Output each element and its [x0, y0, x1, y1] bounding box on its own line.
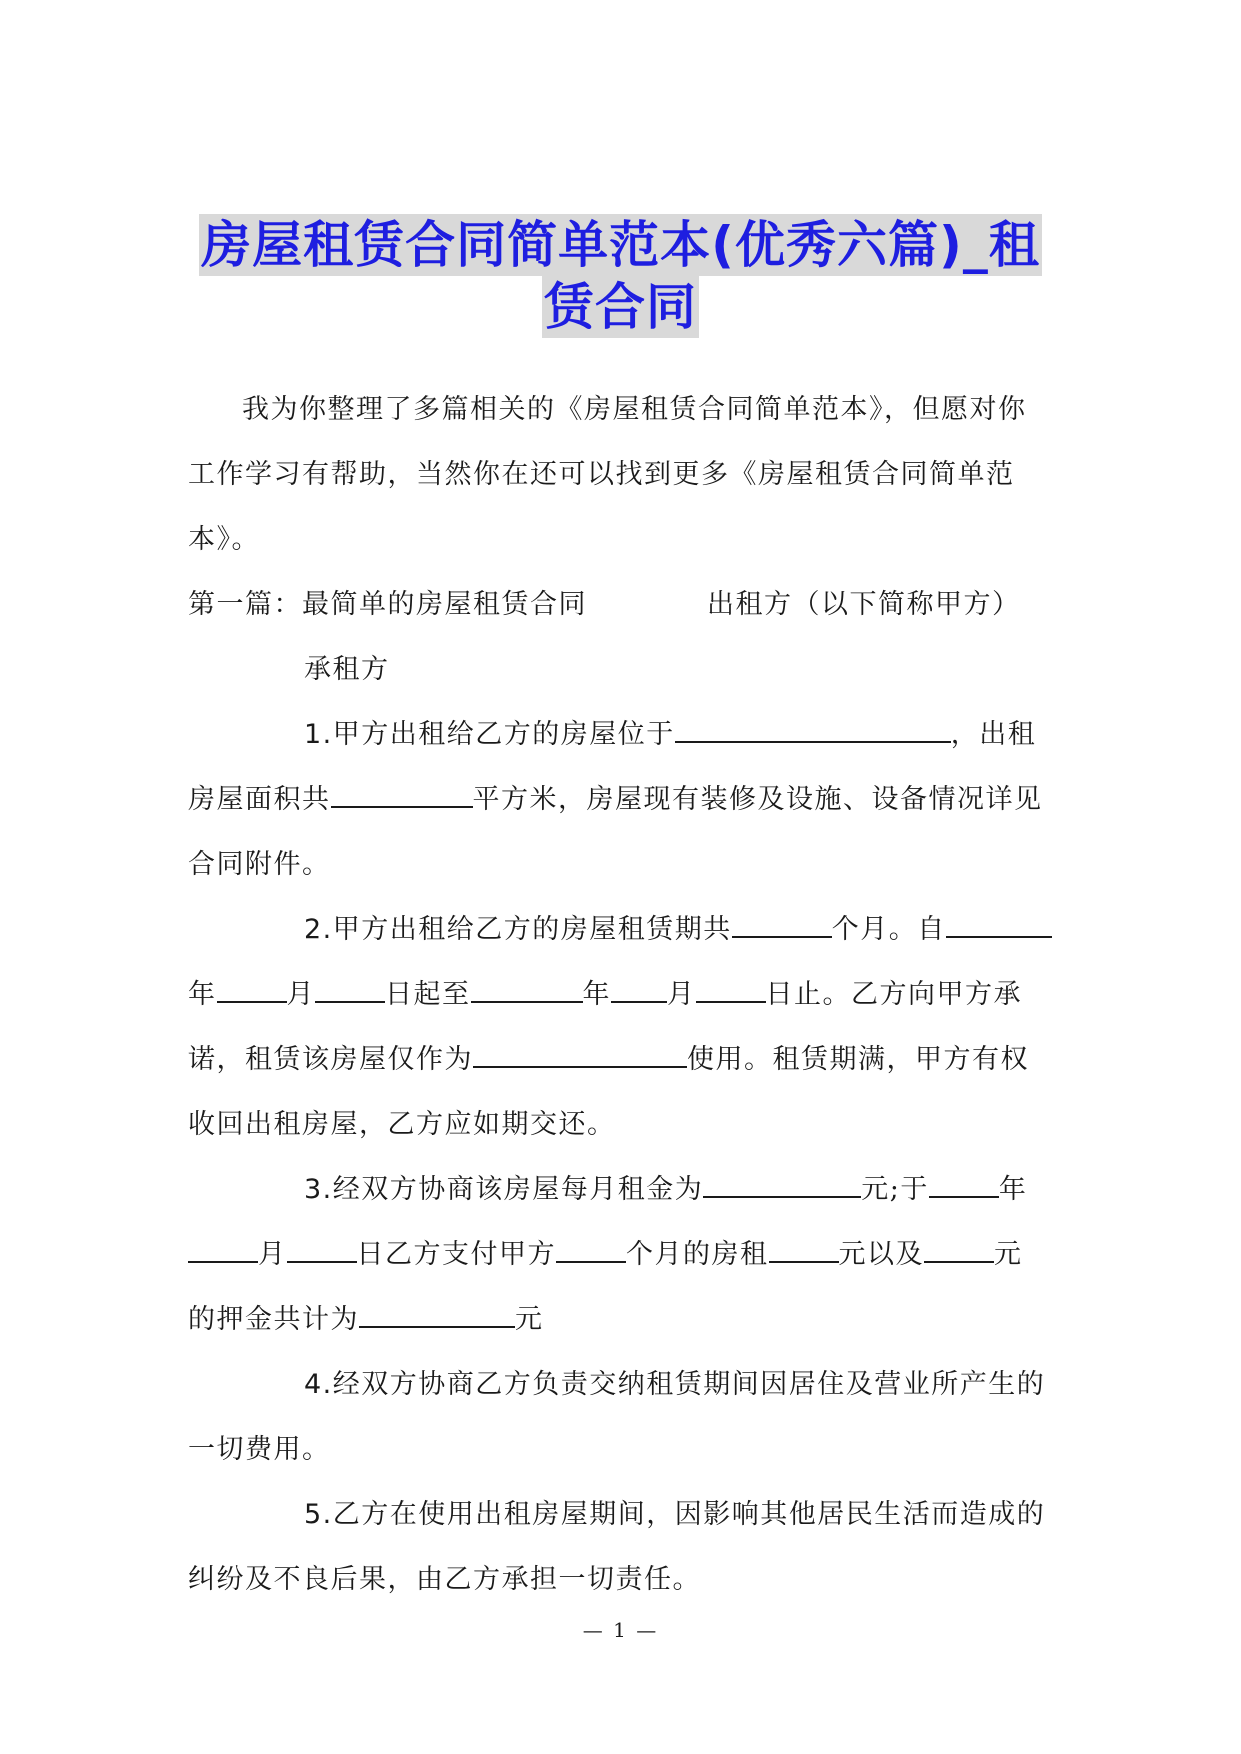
- clause-3-line-2: 月 日乙方支付甲方 个月的房租 元以及 元: [188, 1222, 1058, 1287]
- intro-line-3: 本》。: [188, 524, 260, 555]
- intro-line-1: 我为你整理了多篇相关的《房屋租赁合同简单范本》，但愿对你: [242, 394, 1027, 425]
- intro-line-2: 工作学习有帮助，当然你在还可以找到更多《房屋租赁合同简单范: [188, 459, 1015, 490]
- lessor-label: 出租方（以下简称甲方）: [707, 589, 1021, 620]
- lessee-label: 承租方: [304, 654, 390, 685]
- clause-1-line-3: 合同附件。: [188, 849, 331, 880]
- title-line-2: 赁合同: [544, 278, 697, 336]
- clause-5-line-1: 5.乙方在使用出租房屋期间，因影响其他居民生活而造成的: [304, 1499, 1046, 1530]
- blank-field[interactable]: [188, 1237, 258, 1263]
- blank-field[interactable]: [769, 1237, 839, 1263]
- section-heading: 第一篇：最简单的房屋租赁合同: [188, 589, 587, 620]
- blank-field[interactable]: [929, 1172, 999, 1198]
- clause-4-line-2: 一切费用。: [188, 1434, 331, 1465]
- blank-field[interactable]: [946, 912, 1052, 938]
- clause-4-line-1: 4.经双方协商乙方负责交纳租赁期间因居住及营业所产生的: [304, 1369, 1046, 1400]
- blank-field[interactable]: [732, 912, 832, 938]
- section-heading-row: [188, 572, 1058, 637]
- clause-2-line-2: 年 月 日起至 年 月 日止。乙方向甲方承: [188, 979, 1022, 1010]
- clause-2-line-1: 2.甲方出租给乙方的房屋租赁期共 个月。自: [188, 897, 1058, 962]
- lessee-row: [188, 637, 1058, 702]
- blank-field[interactable]: [556, 1237, 626, 1263]
- title-line-1: 房屋租赁合同简单范本(优秀六篇)_租: [201, 216, 1040, 274]
- blank-field[interactable]: [696, 977, 766, 1003]
- blank-field[interactable]: [217, 977, 287, 1003]
- blank-field[interactable]: [924, 1237, 994, 1263]
- page-number: — 1 —: [582, 1618, 659, 1642]
- clause-1-line-1: 1.甲方出租给乙方的房屋位于 ，出租: [304, 719, 1037, 750]
- blank-field[interactable]: [473, 1042, 687, 1068]
- blank-field[interactable]: [331, 782, 473, 808]
- clause-3-line-1: 3.经双方协商该房屋每月租金为 元;于 年: [304, 1174, 1028, 1205]
- blank-field[interactable]: [611, 977, 667, 1003]
- clause-2-line-4: 收回出租房屋，乙方应如期交还。: [188, 1109, 616, 1140]
- blank-field[interactable]: [703, 1172, 861, 1198]
- blank-field[interactable]: [675, 717, 951, 743]
- clause-2-line-3: 诺，租赁该房屋仅作为 使用。租赁期满，甲方有权: [188, 1044, 1029, 1075]
- clause-5-line-2: 纠纷及不良后果，由乙方承担一切责任。: [188, 1564, 701, 1595]
- blank-field[interactable]: [287, 1237, 357, 1263]
- blank-field[interactable]: [359, 1302, 515, 1328]
- clause-3-line-3: 的押金共计为 元: [188, 1304, 544, 1335]
- clause-1-line-2: 房屋面积共 平方米，房屋现有装修及设施、设备情况详见: [188, 784, 1043, 815]
- blank-field[interactable]: [315, 977, 385, 1003]
- document-title: [0, 214, 1241, 338]
- blank-field[interactable]: [471, 977, 583, 1003]
